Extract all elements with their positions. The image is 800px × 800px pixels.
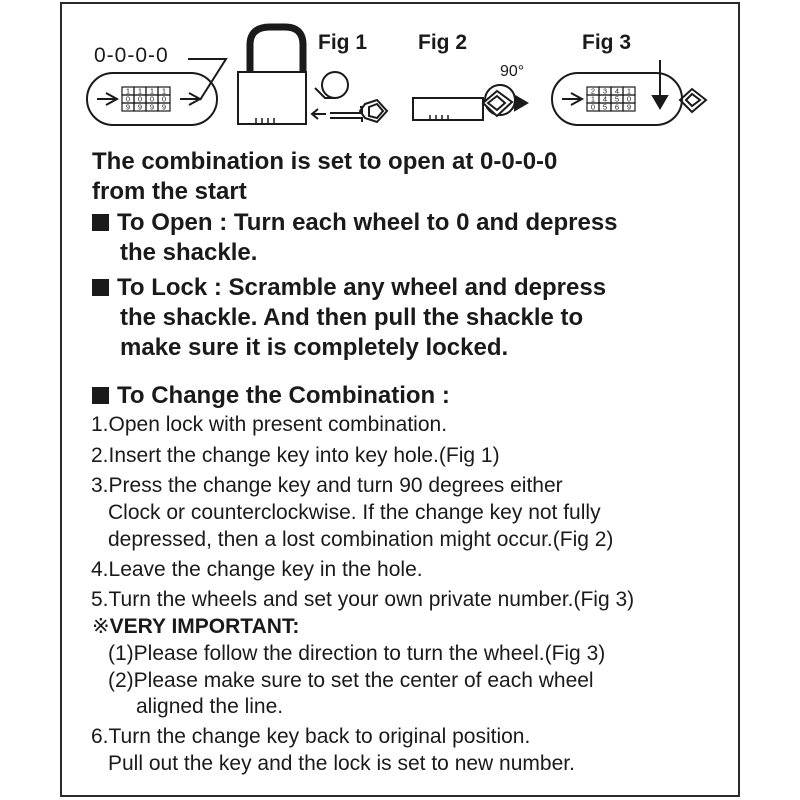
fig1-label: Fig 1 (318, 31, 368, 54)
important-2-line-2: aligned the line. (136, 695, 284, 718)
fig3-key-head-icon (680, 89, 706, 112)
left-digit-11: 9 (149, 102, 155, 112)
open-line-1 (92, 208, 618, 238)
open-line-2: the shackle. (120, 239, 258, 266)
right-digit-2: 3 (602, 86, 608, 96)
important-1: (1)Please follow the direction to turn the wheel.(Fig 3) (108, 642, 606, 665)
step-6-line-2: Pull out the key and the lock is set to new number. (108, 752, 575, 775)
step-3-line-3: depressed, then a lost combination might occur.(Fig 2) (108, 528, 614, 551)
left-digit-9: 9 (125, 102, 131, 112)
right-digit-11: 6 (614, 102, 620, 112)
left-digit-4: 1 (161, 86, 167, 96)
intro-line-2: from the start (92, 178, 247, 205)
left-dial-arrow-icon (97, 93, 117, 105)
step-5: 5.Turn the wheels and set your own private number.(Fig 3) (91, 588, 635, 611)
keyhole-icon (322, 72, 348, 98)
important-label: VERY IMPORTANT: (109, 615, 300, 638)
right-digit-9: 0 (590, 102, 596, 112)
left-dial-arrow-right-icon (180, 93, 200, 105)
right-digit-12: 9 (626, 102, 632, 112)
step-4: 4.Leave the change key in the hole. (91, 558, 423, 581)
right-digit-3: 4 (614, 86, 620, 96)
left-digit-5: 0 (125, 94, 131, 104)
right-digit-4: 1 (626, 86, 632, 96)
rotation-label: 90° (500, 63, 525, 80)
padlock-body (238, 72, 306, 124)
reference-mark: ※ (92, 615, 110, 638)
right-digit-5: 1 (590, 94, 596, 104)
padlock-shackle (250, 27, 303, 72)
lock-line-3: make sure it is completely locked. (120, 334, 509, 361)
step-3-line-1: 3.Press the change key and turn 90 degrees either (91, 474, 563, 497)
fig3-label: Fig 3 (582, 31, 632, 54)
rotation-arrow-icon (515, 96, 527, 110)
right-dial-arrow-icon (562, 93, 582, 105)
key-arrow-icon (312, 109, 326, 119)
intro-line-1: The combination is set to open at 0-0-0-0 (92, 148, 558, 175)
left-digit-6: 0 (137, 94, 143, 104)
left-digit-7: 0 (149, 94, 155, 104)
turn-direction-arrow-icon (653, 96, 667, 108)
lock-line-2: the shackle. And then pull the shackle to (120, 304, 584, 331)
step-3-line-2: Clock or counterclockwise. If the change key not fully (108, 501, 601, 524)
combination-label: 0-0-0-0 (94, 44, 169, 67)
right-digit-7: 5 (614, 94, 620, 104)
right-digit-10: 5 (602, 102, 608, 112)
change-title-text: To Change the Combination : (117, 382, 450, 409)
bullet-square-icon (92, 214, 109, 231)
left-digit-12: 9 (161, 102, 167, 112)
bullet-square-icon (92, 279, 109, 296)
key-shaft (330, 107, 362, 122)
step-6-line-1: 6.Turn the change key back to original position. (91, 725, 531, 748)
change-title (92, 381, 450, 411)
right-digit-8: 0 (626, 94, 632, 104)
right-digit-1: 2 (590, 86, 596, 96)
left-digit-2: 1 (137, 86, 143, 96)
left-digit-1: 1 (125, 86, 131, 96)
right-digit-6: 4 (602, 94, 608, 104)
figures-panel (0, 0, 800, 150)
left-digit-8: 0 (161, 94, 167, 104)
fig2-label: Fig 2 (418, 31, 468, 54)
open-text-1: To Open : Turn each wheel to 0 and depress (117, 209, 618, 236)
lock-text-1: To Lock : Scramble any wheel and depress (117, 274, 607, 301)
step-2: 2.Insert the change key into key hole.(Fig 1) (91, 444, 500, 467)
figures-drawing (0, 0, 800, 150)
important-heading (92, 614, 299, 640)
bullet-square-icon (92, 387, 109, 404)
lock-line-1 (92, 273, 606, 303)
left-digit-10: 9 (137, 102, 143, 112)
important-2-line-1: (2)Please make sure to set the center of each wheel (108, 669, 594, 692)
step-1: 1.Open lock with present combination. (91, 413, 448, 436)
left-digit-3: 1 (149, 86, 155, 96)
